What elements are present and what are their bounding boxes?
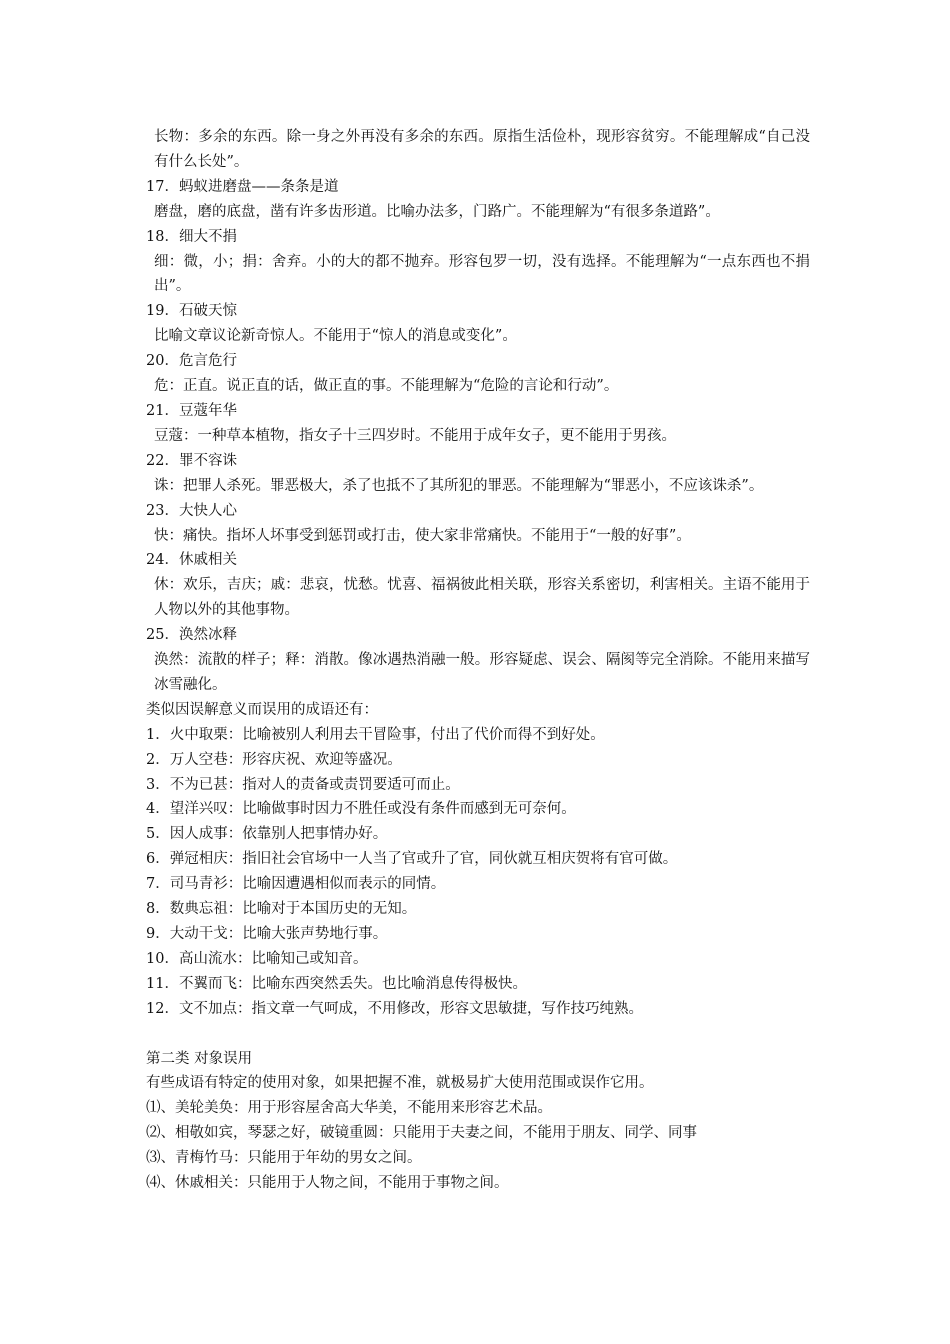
list-item: 11．不翼而飞：比喻东西突然丢失。也比喻消息传得极快。 [146,975,527,992]
list-item: 5．因人成事：依靠别人把事情办好。 [146,826,388,843]
idiom-heading-18: 18．细大不捐 [146,228,237,245]
list-item: 12．文不加点：指文章一气呵成，不用修改，形容文思敏捷，写作技巧纯熟。 [146,1000,643,1017]
list-item: 6．弹冠相庆：指旧社会官场中一人当了官或升了官，同伙就互相庆贺将有官可做。 [146,851,678,868]
explanation-paragraph: 磨盘，磨的底盘，凿有许多齿形道。比喻办法多，门路广。不能理解为“有很多条道路”。 [154,203,720,220]
idiom-heading-17: 17．蚂蚁进磨盘——条条是道 [146,178,339,195]
explanation-paragraph: 休：欢乐，吉庆；戚：悲哀，忧愁。忧喜、福祸彼此相关联，形容关系密切，利害相关。主语不能用于人物以外的其他事物。 [154,577,810,619]
similar-idioms-intro: 类似因误解意义而误用的成语还有： [146,701,378,718]
list-item: ⑴、美轮美奂：用于形容屋舍高大华美，不能用来形容艺术品。 [146,1100,552,1117]
explanation-paragraph: 长物：多余的东西。除一身之外再没有多余的东西。原指生活俭朴，现形容贫穷。不能理解成“自己没有什么长处”。 [154,129,810,170]
list-item: ⑷、休戚相关：只能用于人物之间，不能用于事物之间。 [146,1175,509,1192]
list-item: 4．望洋兴叹：比喻做事时因力不胜任或没有条件而感到无可奈何。 [146,801,576,818]
idiom-heading-19: 19．石破天惊 [146,303,237,320]
list-item: 2．万人空巷：形容庆祝、欢迎等盛况。 [146,751,402,768]
section-heading: 第二类 对象误用 [146,1050,253,1067]
idiom-heading-22: 22．罪不容诛 [146,452,237,469]
idiom-heading-23: 23．大快人心 [146,502,237,519]
list-item: 10．高山流水：比喻知己或知音。 [146,950,368,967]
list-item: ⑵、相敬如宾，琴瑟之好，破镜重圆：只能用于夫妻之间，不能用于朋友、同学、同事 [146,1125,697,1142]
list-item: 8．数典忘祖：比喻对于本国历史的无知。 [146,901,417,918]
explanation-paragraph: 涣然：流散的样子；释：消散。像冰遇热消融一般。形容疑虑、误会、隔阂等完全消除。不能用来描写冰雪融化。 [154,652,810,693]
document-page [146,125,810,1196]
list-item: ⑶、青梅竹马：只能用于年幼的男女之间。 [146,1150,422,1167]
list-item: 7．司马青衫：比喻因遭遇相似而表示的同情。 [146,876,446,893]
list-item: 9．大动干戈：比喻大张声势地行事。 [146,926,388,942]
idiom-heading-20: 20．危言危行 [146,353,237,370]
list-item: 1．火中取栗：比喻被别人利用去干冒险事，付出了代价而得不到好处。 [146,726,605,743]
explanation-paragraph: 比喻文章议论新奇惊人。不能用于“惊人的消息或变化”。 [154,328,517,345]
list-item: 3．不为已甚：指对人的责备或责罚要适可而止。 [146,776,460,793]
explanation-paragraph: 危：正直。说正直的话，做正直的事。不能理解为“危险的言论和行动”。 [154,378,619,395]
explanation-paragraph: 豆蔻：一种草本植物，指女子十三四岁时。不能用于成年女子，更不能用于男孩。 [154,427,676,444]
explanation-paragraph: 细：微，小；捐：舍弃。小的大的都不抛弃。形容包罗一切，没有选择。不能理解为“一点东西也不捐出”。 [154,253,810,295]
explanation-paragraph: 快：痛快。指坏人坏事受到惩罚或打击，使大家非常痛快。不能用于“一般的好事”。 [154,527,691,544]
section-intro: 有些成语有特定的使用对象，如果把握不准，就极易扩大使用范围或误作它用。 [146,1075,654,1092]
idiom-heading-24: 24．休戚相关 [146,552,237,569]
explanation-paragraph: 诛：把罪人杀死。罪恶极大，杀了也抵不了其所犯的罪恶。不能理解为“罪恶小，不应该诛杀”。 [154,477,764,494]
idiom-heading-25: 25．涣然冰释 [146,627,237,644]
blank-line [146,1022,810,1047]
idiom-heading-21: 21．豆蔻年华 [146,402,237,419]
